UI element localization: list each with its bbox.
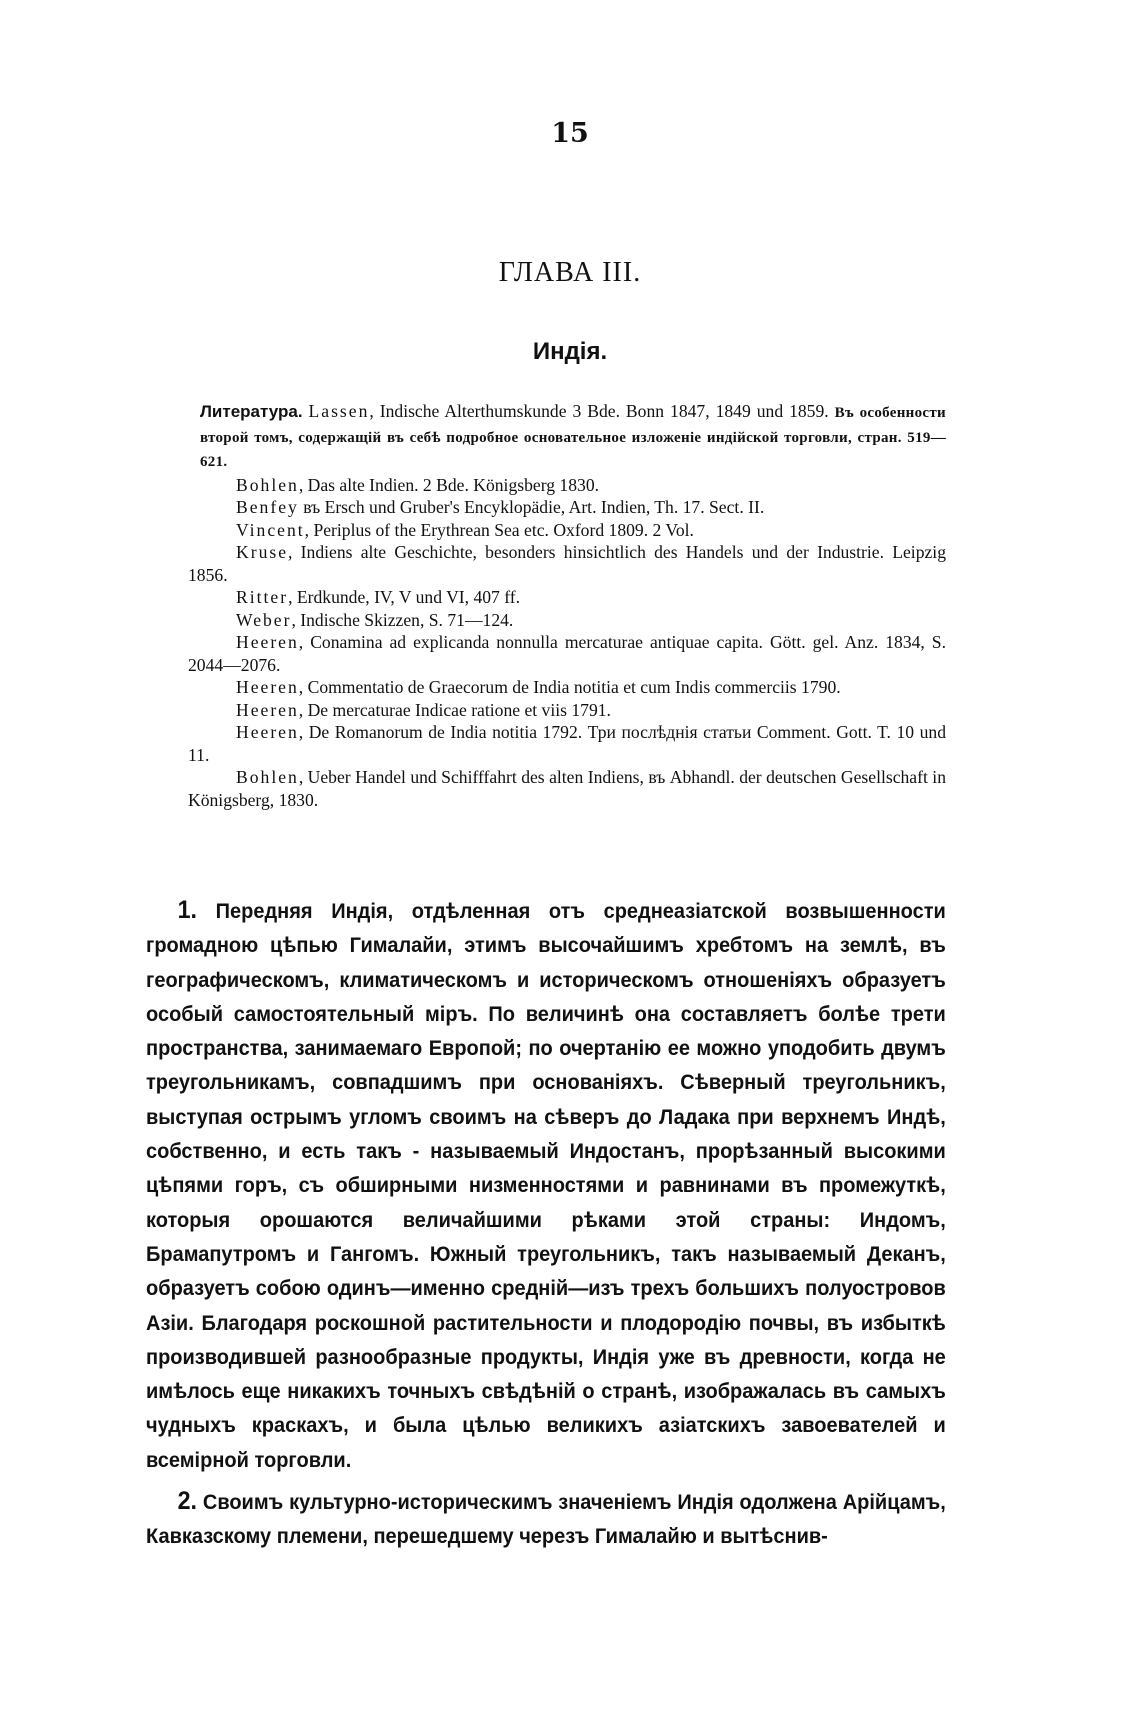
entry-text: , Indische Skizzen, S. 71—124. — [291, 609, 514, 630]
paragraph-text: Передняя Индія, отдѣленная отъ среднеазіатской возвышенности громадною цѣпью Гималайи, этимъ высочайшимъ хребтомъ на землѣ, въ географическомъ, климатическомъ и историческомъ отношеніяхъ образуетъ особый самостоятельный міръ. По величинѣ она составляетъ болѣе трети пространства, занимаемаго Европой; по очертанію ее можно уподобить двумъ треугольникамъ, совпадшимъ при основаніяхъ. Сѣверный треугольникъ, выступая острымъ угломъ своимъ на сѣверъ до Ладака при верхнемъ Индѣ, собственно, и есть такъ - называемый Индостанъ, прорѣзанный высокими цѣпями горъ, съ обширными низменностями и равнинами въ промежуткѣ, которыя орошаются величайшими рѣками этой страны: Индомъ, Брамапутромъ и Гангомъ. Южный треугольникъ, такъ называемый Деканъ, образуетъ собою одинъ—именно средній—изъ трехъ большихъ полуостровов Азіи. Благодаря роскошной растительности и плодородію почвы, въ избыткѣ производившей разнообразные продукты, Индія уже въ древности, когда не имѣлось еще никакихъ точныхъ свѣдѣній о странѣ, изображалась въ самыхъ чудныхъ краскахъ, и была цѣлью великихъ азіатскихъ завоевателей и всемірной торговли. — [146, 899, 946, 1472]
entry-text: , Das alte Indien. 2 Bde. Königsberg 1830. — [298, 474, 600, 495]
entry-author: Heeren — [236, 722, 299, 742]
entry-text: , De mercaturae Indicae ratione et viis 1791. — [298, 699, 611, 720]
entry-author: Benfey — [236, 497, 299, 517]
entry-author: Ritter — [236, 587, 289, 607]
literature-entry — [188, 721, 946, 766]
entry-author: Vincent — [236, 519, 305, 540]
entry-text: въ Ersch und Gruber's Encyklopädie, Art. Indien, Th. 17. Sect. II. — [298, 497, 765, 517]
entry-author: Bohlen — [236, 474, 299, 495]
entry-author: Heeren — [236, 677, 299, 697]
entry-text: , Periplus of the Erythrean Sea etc. Oxford 1809. 2 Vol. — [304, 519, 694, 540]
entry-text: , Ueber Handel und Schifffahrt des alten Indiens, въ Abhandl. der deutschen Gesellschaft in Königsberg, 1830. — [188, 767, 946, 810]
literature-heading: Литература. — [200, 402, 303, 421]
paragraph-text: Своимъ культурно-историческимъ значеніемъ Индія одолжена Арійцамъ, Кавказскому племени, перешедшему черезъ Гималайю и вытѣснив- — [146, 1490, 946, 1549]
entry-author: Heeren — [236, 699, 299, 720]
literature-entry — [188, 631, 946, 676]
entry-author: Kruse — [236, 542, 289, 562]
entry-author: Bohlen — [236, 767, 299, 787]
literature-entry — [188, 766, 946, 811]
literature-entry — [188, 474, 946, 497]
chapter-subtitle: Индія. — [532, 338, 608, 365]
chapter-title: ГЛАВА III. — [498, 257, 642, 288]
literature-entry — [188, 586, 946, 609]
main-text — [146, 893, 946, 1554]
entry-author: Heeren — [236, 632, 299, 652]
entry-note: Въ особенности второй томъ, содержащій въ себѣ подробное основательное изложеніе индійской торговли, стран. 519—621. — [200, 405, 946, 470]
literature-entry — [188, 400, 946, 474]
entry-text: , Indiens alte Geschichte, besonders hinsichtlich des Handels und der Industrie. Leipzig 1856. — [188, 542, 946, 585]
literature-entry — [188, 699, 946, 722]
paragraph-number: 2. — [177, 1487, 198, 1516]
literature-entry — [188, 676, 946, 699]
literature-entry — [188, 609, 946, 632]
literature-list — [188, 400, 946, 811]
entry-author: Weber — [236, 609, 292, 630]
entry-text: , Commentatio de Graecorum de India notitia et cum Indis commerciis 1790. — [298, 677, 841, 697]
paragraph-number: 1. — [177, 896, 198, 924]
literature-entry — [188, 519, 946, 542]
literature-entry — [188, 541, 946, 586]
entry-text: , De Romanorum de India notitia 1792. Три послѣднія статьи Comment. Gott. T. 10 und 11. — [188, 722, 946, 765]
page-number: 15 — [551, 118, 589, 149]
paragraph — [146, 893, 946, 1477]
entry-author: Lassen — [308, 401, 370, 421]
entry-text: , Indische Alterthumskunde 3 Bde. Bonn 1847, 1849 und 1859. — [369, 401, 835, 421]
literature-entry — [188, 496, 946, 519]
paragraph — [146, 1484, 946, 1554]
entry-text: , Conamina ad explicanda nonnulla mercaturae antiquae capita. Gött. gel. Anz. 1834, S. 2044—2076. — [188, 632, 946, 675]
entry-text: , Erdkunde, IV, V und VI, 407 ff. — [288, 587, 521, 607]
